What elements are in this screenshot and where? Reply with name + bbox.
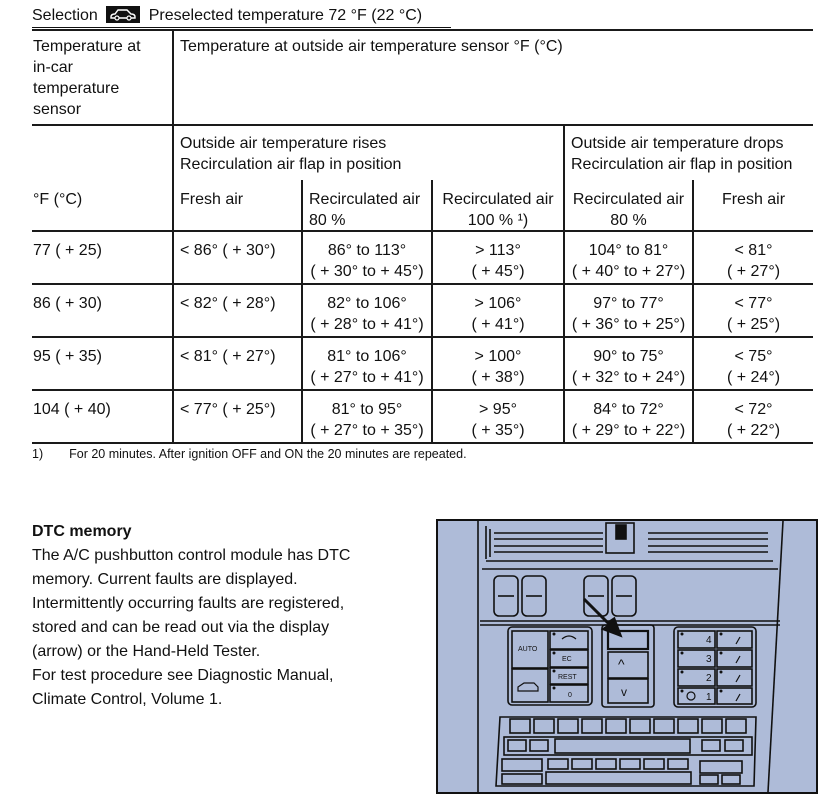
unit-label: °F (°C): [33, 191, 83, 208]
cell-line: ( + 35°): [471, 422, 525, 439]
table-divider: [32, 389, 813, 391]
cell-line: > 95°: [479, 401, 517, 418]
header-line: Temperature at: [33, 38, 141, 55]
cell-line: 86° to 113°: [327, 242, 407, 259]
cell-line: > 113°: [475, 242, 521, 259]
table-divider: [32, 124, 813, 126]
subheader-recirc-80-rises: [309, 189, 420, 231]
cell-line: 81° to 106°: [327, 348, 407, 365]
table-bottom-border: [32, 442, 813, 444]
table-cell: [694, 399, 813, 441]
cell-line: > 100°: [474, 348, 522, 365]
table-cell: < 77° ( + 25°): [180, 401, 276, 418]
incar-temperature: 77 ( + 25): [33, 242, 102, 259]
cell-line: 104° to 81°: [588, 242, 669, 259]
svg-text:v: v: [621, 685, 627, 699]
cell-line: < 72°: [734, 401, 773, 418]
cell-line: ( + 22°): [726, 422, 781, 439]
incar-temperature: 95 ( + 35): [33, 348, 102, 365]
header-line: sensor: [33, 101, 82, 118]
selection-label: Selection: [32, 7, 98, 24]
table-top-border: [32, 29, 813, 31]
svg-text:1: 1: [706, 692, 712, 703]
header-line: Recirculated air: [572, 191, 685, 208]
header-line: 100 % ¹): [467, 212, 529, 229]
title-underline: [32, 27, 451, 28]
table-cell: < 86° ( + 30°): [180, 242, 276, 259]
rises-group-header: [180, 133, 401, 175]
header-line: Fresh air: [180, 191, 244, 208]
table-cell: [565, 240, 692, 282]
cell-line: ( + 25°): [726, 316, 781, 333]
subheader-fresh-air-drops: [694, 189, 813, 210]
table-cell: [694, 293, 813, 335]
table-cell: [694, 346, 813, 388]
svg-text:0: 0: [568, 692, 572, 699]
subheader-recirc-80-drops: [565, 189, 692, 231]
cell-line: ( + 36° to + 25°): [571, 316, 686, 333]
svg-text:AUTO: AUTO: [518, 646, 538, 653]
dtc-line: memory. Current faults are displayed.: [32, 571, 298, 588]
header-line: in-car: [33, 59, 74, 76]
cell-line: ( + 45°): [471, 263, 525, 280]
table-title: [32, 6, 422, 25]
header-line: Recirculation air flap in position: [571, 156, 793, 173]
table-cell: < 82° ( + 28°): [180, 295, 276, 312]
table-cell: < 81° ( + 27°): [180, 348, 276, 365]
dtc-line: For test procedure see Diagnostic Manual,: [32, 667, 334, 684]
table-cell: [433, 293, 563, 335]
table-cell: [694, 240, 813, 282]
table-cell: [303, 399, 431, 441]
table-cell: [565, 346, 692, 388]
table-cell: [303, 346, 431, 388]
subheader-fresh-air-rises: [180, 189, 243, 210]
header-line: Recirculated air: [309, 191, 421, 208]
cell-line: 81° to 95°: [331, 401, 403, 418]
header-line: Fresh air: [721, 191, 786, 208]
header-line: Recirculated air: [442, 191, 554, 208]
subheader-recirc-100-rises: [433, 189, 563, 231]
table-divider: [563, 124, 565, 443]
table-cell: [433, 240, 563, 282]
footnote-text: For 20 minutes. After ignition OFF and ON the 20 minutes are repeated.: [69, 447, 467, 461]
cell-line: ( + 38°): [471, 369, 525, 386]
dtc-memory-section: [32, 520, 412, 712]
header-line: 80 %: [309, 212, 346, 229]
dtc-line: Intermittently occurring faults are registered,: [32, 595, 345, 612]
header-line: Outside air temperature rises: [180, 135, 387, 152]
cell-line: 90° to 75°: [593, 348, 664, 365]
table-divider: [172, 29, 174, 443]
incar-temperature: 104 ( + 40): [33, 401, 111, 418]
svg-text:^: ^: [618, 656, 625, 672]
outside-sensor-header: Temperature at outside air temperature sensor °F (°C): [180, 38, 563, 55]
table-divider: [32, 230, 813, 232]
cell-line: ( + 29° to + 22°): [571, 422, 686, 439]
drops-group-header: [571, 133, 792, 175]
header-line: Recirculation air flap in position: [180, 156, 402, 173]
cell-line: ( + 27° to + 41°): [310, 369, 424, 386]
ac-control-panel-illustration: [436, 519, 818, 794]
svg-text:REST: REST: [558, 674, 577, 681]
cell-line: < 75°: [734, 348, 773, 365]
dtc-line: (arrow) or the Hand-Held Tester.: [32, 643, 261, 660]
cell-line: > 106°: [474, 295, 522, 312]
table-cell: [303, 293, 431, 335]
footnote-marker: 1): [32, 447, 44, 461]
car-recirculation-icon: [106, 6, 140, 23]
table-cell: [303, 240, 431, 282]
cell-line: 84° to 72°: [593, 401, 664, 418]
table-divider: [32, 283, 813, 285]
table-cell: [565, 399, 692, 441]
footnote: [32, 447, 467, 461]
incar-temperature: 86 ( + 30): [33, 295, 102, 312]
dtc-line: stored and can be read out via the display: [32, 619, 330, 636]
cell-line: ( + 27°): [726, 263, 781, 280]
dtc-line: The A/C pushbutton control module has DTC: [32, 547, 351, 564]
preselected-temperature: Preselected temperature 72 °F (22 °C): [148, 7, 423, 24]
table-divider: [32, 336, 813, 338]
header-line: temperature: [33, 80, 120, 97]
svg-text:4: 4: [706, 635, 712, 646]
control-panel-drawing: [438, 521, 816, 792]
table-cell: [565, 293, 692, 335]
cell-line: ( + 30° to + 45°): [310, 263, 424, 280]
cell-line: ( + 40° to + 27°): [571, 263, 686, 280]
cell-line: 97° to 77°: [593, 295, 664, 312]
cell-line: ( + 24°): [726, 369, 781, 386]
svg-text:2: 2: [706, 673, 712, 684]
cell-line: ( + 27° to + 35°): [310, 422, 424, 439]
cell-line: < 81°: [734, 242, 773, 259]
cell-line: 82° to 106°: [327, 295, 407, 312]
arrow-icon: [584, 599, 620, 635]
incar-sensor-header: [33, 36, 141, 120]
dtc-heading: DTC memory: [32, 523, 132, 540]
table-cell: [433, 399, 563, 441]
cell-line: ( + 28° to + 41°): [310, 316, 424, 333]
table-cell: [433, 346, 563, 388]
cell-line: < 77°: [734, 295, 773, 312]
cell-line: ( + 32° to + 24°): [571, 369, 686, 386]
header-line: Outside air temperature drops: [571, 135, 784, 152]
svg-text:3: 3: [706, 654, 712, 665]
svg-text:EC: EC: [562, 656, 572, 663]
header-line: 80 %: [610, 212, 647, 229]
dtc-line: Climate Control, Volume 1.: [32, 691, 223, 708]
cell-line: ( + 41°): [471, 316, 525, 333]
